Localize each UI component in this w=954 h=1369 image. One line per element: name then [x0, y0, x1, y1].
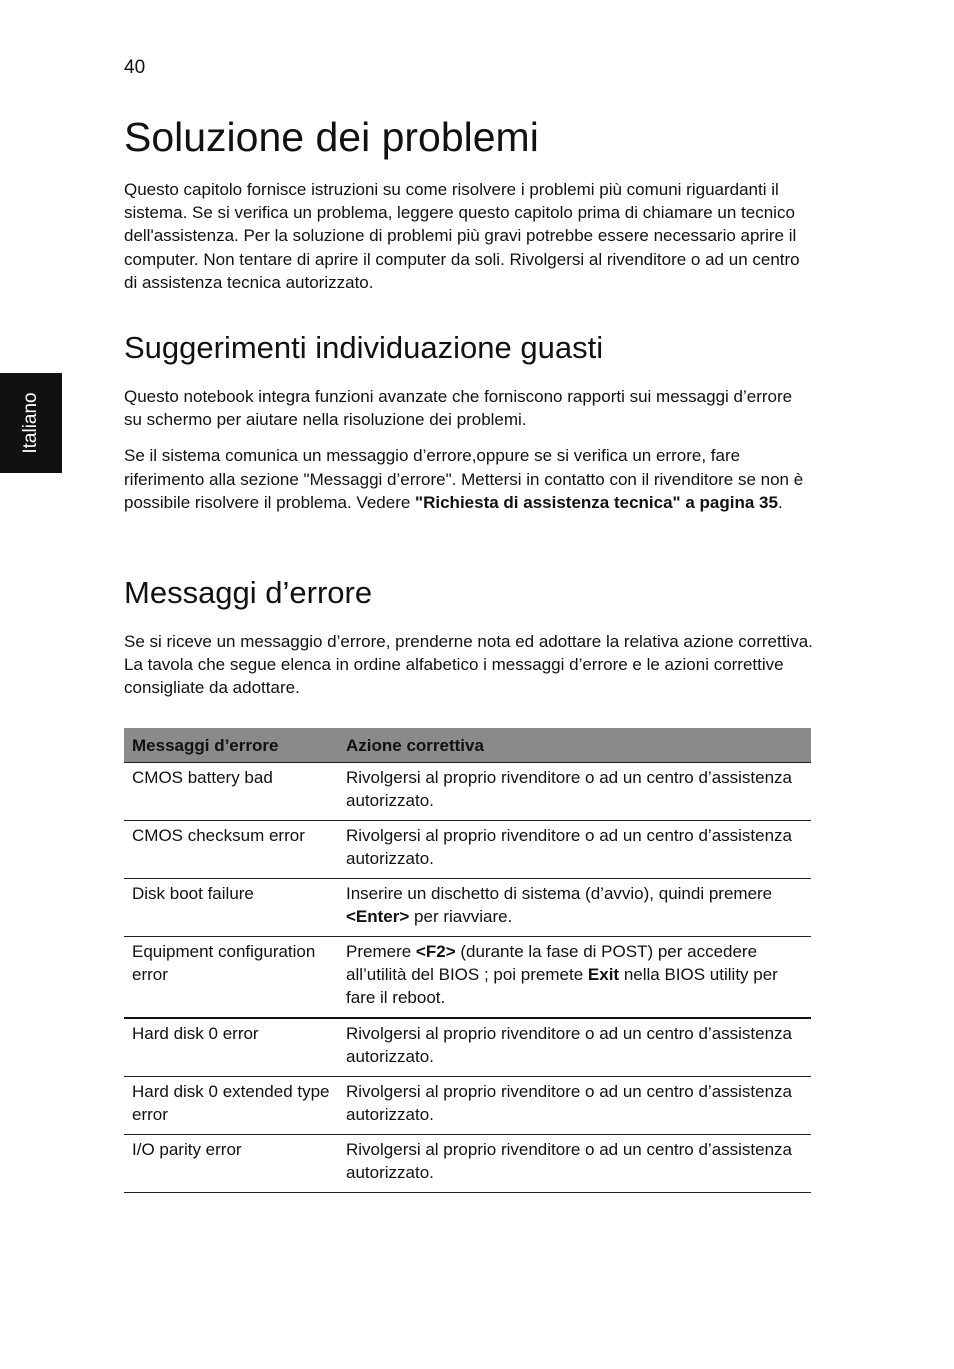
troubleshooting-paragraph-2 [124, 444, 814, 514]
intro-paragraph-block [124, 178, 814, 294]
section-heading-troubleshooting: Suggerimenti individuazione guasti [124, 330, 604, 365]
key-f2: <F2> [415, 942, 456, 961]
table-cell-action: Rivolgersi al proprio rivenditore o ad un centro d’assistenza autorizzato. [338, 821, 811, 879]
table-row [124, 879, 811, 937]
table-row [124, 1077, 811, 1135]
paragraph-text: Se il sistema comunica un messaggio d’errore,oppure se si verifica un errore, fare riferimento alla sezione "Messaggi d’errore". Mettersi in contatto con il rivenditore se non è possibile risolvere il problema. Vedere [124, 446, 804, 512]
table-row [124, 1135, 811, 1193]
table-cell-error: CMOS battery bad [124, 763, 338, 821]
table-cell-error: CMOS checksum error [124, 821, 338, 879]
action-text: nella BIOS utility per fare il reboot. [346, 965, 778, 1007]
table-header-action: Azione correttiva [338, 728, 811, 763]
table-cell-error: Equipment configuration error [124, 937, 338, 1019]
troubleshooting-paragraph-1: Questo notebook integra funzioni avanzate che forniscono rapporti sui messaggi d’errore su schermo per aiutare nella risoluzione dei problemi. [124, 387, 793, 430]
action-text: per riavviare. [409, 907, 513, 926]
table-header-row [124, 728, 811, 763]
table-row [124, 763, 811, 821]
table-cell-error: Disk boot failure [124, 879, 338, 937]
page-title: Soluzione dei problemi [124, 114, 539, 160]
table-cell-action: Rivolgersi al proprio rivenditore o ad un centro d’assistenza autorizzato. [338, 1018, 811, 1077]
error-messages-body [124, 630, 814, 700]
table-row [124, 1018, 811, 1077]
section-heading-error-messages: Messaggi d’errore [124, 575, 373, 610]
paragraph-end: . [777, 492, 783, 512]
table-cell-action: Rivolgersi al proprio rivenditore o ad un centro d’assistenza autorizzato. [338, 763, 811, 821]
intro-paragraph: Questo capitolo fornisce istruzioni su come risolvere i problemi più comuni riguardanti il sistema. Se si verifica un problema, leggere questo capitolo prima di chiamare un tecnico dell'assistenza. Per la soluzione di problemi più gravi potrebbe essere necessario aprire il computer. Non tentare di aprire il computer da soli. Rivolgersi al rivenditore o ad un centro di assistenza tecnica autorizzato. [124, 180, 800, 292]
action-text: Premere [346, 942, 416, 961]
table-cell-action [338, 879, 811, 937]
language-side-tab [0, 373, 62, 473]
error-messages-table [124, 728, 811, 1193]
language-tab-label: Italiano [20, 392, 41, 454]
table-header-error: Messaggi d’errore [124, 728, 338, 763]
page-number: 40 [124, 57, 146, 78]
table-cell-error: I/O parity error [124, 1135, 338, 1193]
table-cell-action: Rivolgersi al proprio rivenditore o ad un centro d’assistenza autorizzato. [338, 1077, 811, 1135]
table-row [124, 937, 811, 1019]
key-exit: Exit [587, 965, 620, 984]
action-text: (durante la fase di POST) per accedere all’utilità del BIOS ; poi premete [346, 942, 758, 984]
action-text: Inserire un dischetto di sistema (d’avvio), quindi premere [346, 884, 773, 903]
key-enter: <Enter> [346, 907, 410, 926]
table-cell-error: Hard disk 0 extended type error [124, 1077, 338, 1135]
error-messages-paragraph: Se si riceve un messaggio d’errore, prenderne nota ed adottare la relativa azione correttiva. La tavola che segue elenca in ordine alfabetico i messaggi d’errore e le azioni correttive consigliate da adottare. [124, 632, 813, 698]
table-cell-action: Rivolgersi al proprio rivenditore o ad un centro d’assistenza autorizzato. [338, 1135, 811, 1193]
troubleshooting-body [124, 385, 814, 514]
table-cell-action [338, 937, 811, 1019]
table-row [124, 821, 811, 879]
cross-reference-link[interactable]: "Richiesta di assistenza tecnica" a pagina 35 [415, 492, 778, 512]
table-cell-error: Hard disk 0 error [124, 1018, 338, 1077]
